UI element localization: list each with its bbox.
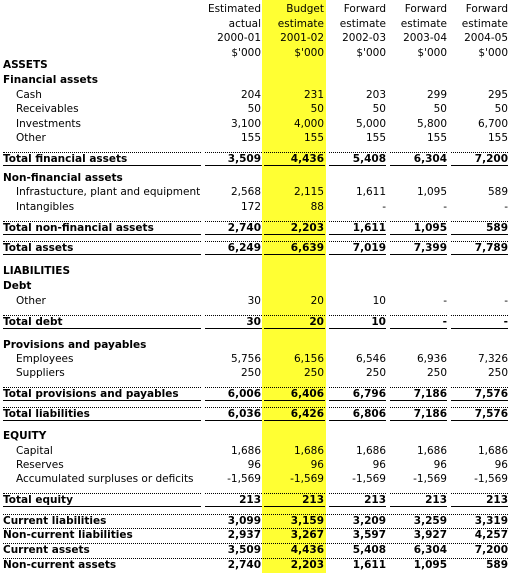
rule-line (205, 400, 262, 401)
value-cell: 50 (247, 103, 261, 115)
value-cell: 6,546 (355, 353, 386, 365)
rule-line (451, 328, 508, 329)
row-label: Non-current assets (3, 559, 117, 571)
row-label: Capital (16, 445, 53, 457)
row-label: Cash (16, 89, 42, 101)
header-line: actual (228, 17, 261, 30)
header-line: $'000 (356, 46, 386, 59)
rule-line (264, 506, 325, 507)
rule-line (390, 328, 447, 329)
table-row (0, 458, 510, 472)
section-heading (0, 279, 510, 293)
value-cell: 213 (425, 494, 447, 506)
value-cell: 1,611 (352, 559, 386, 571)
total-row (0, 558, 510, 572)
value-cell: 299 (426, 89, 447, 101)
table-row (0, 102, 510, 116)
value-cell: 1,686 (293, 445, 324, 457)
rule-line (205, 152, 262, 153)
rule-line (264, 387, 325, 388)
value-cell: 250 (426, 367, 447, 379)
value-cell: 50 (310, 103, 324, 115)
rule-line (329, 152, 386, 153)
value-cell: 1,686 (355, 445, 386, 457)
section-heading (0, 73, 510, 87)
rule-line (329, 407, 386, 408)
row-label: EQUITY (3, 430, 47, 442)
table-row (0, 366, 510, 380)
value-cell: 589 (487, 186, 508, 198)
rule-line (329, 506, 386, 507)
value-cell: 3,319 (474, 515, 508, 527)
rule-line (451, 493, 508, 494)
value-cell: 7,200 (474, 153, 508, 165)
column-header-forward-2003-04 (387, 2, 447, 60)
value-cell: 7,576 (474, 388, 508, 400)
rule-line (390, 315, 447, 316)
rule-line (264, 234, 325, 235)
total-row (0, 407, 510, 421)
value-cell: 4,000 (293, 118, 324, 130)
value-cell: 6,426 (290, 408, 324, 420)
value-cell: 3,159 (290, 515, 324, 527)
rule-line (264, 493, 325, 494)
rule-line (3, 152, 201, 153)
rule-line (451, 400, 508, 401)
rule-line (329, 387, 386, 388)
value-cell: - (503, 316, 508, 328)
total-row (0, 315, 510, 329)
rule-line (451, 221, 508, 222)
value-cell: - (504, 201, 508, 213)
row-label: Infrastucture, plant and equipment (16, 186, 201, 198)
value-cell: 1,686 (477, 445, 508, 457)
header-line: Budget (286, 3, 324, 15)
value-cell: 250 (365, 367, 386, 379)
header-line: 2001-02 (280, 32, 324, 44)
value-cell: 7,789 (474, 242, 508, 254)
value-cell: 88 (310, 201, 324, 213)
value-cell: 2,740 (227, 559, 261, 571)
total-row (0, 387, 510, 401)
value-cell: 3,099 (227, 515, 261, 527)
rule-line (390, 407, 447, 408)
row-label: Other (16, 132, 46, 144)
table-row (0, 185, 510, 199)
value-cell: 155 (365, 132, 386, 144)
value-cell: -1,569 (413, 473, 447, 485)
header-line: estimate (400, 17, 447, 30)
header-line: 2003-04 (403, 32, 447, 44)
value-cell: 6,304 (413, 153, 447, 165)
rule-line (205, 165, 262, 166)
rule-line (390, 420, 447, 421)
rule-line (264, 152, 325, 153)
row-label: Total financial assets (3, 153, 128, 165)
value-cell: 250 (240, 367, 261, 379)
rule-line (329, 400, 386, 401)
value-cell: 3,259 (413, 515, 447, 527)
rule-line (205, 241, 262, 242)
total-row (0, 493, 510, 507)
value-cell: 2,203 (290, 222, 324, 234)
rule-line (264, 328, 325, 329)
rule-line (451, 420, 508, 421)
rule-line (390, 387, 447, 388)
rule-line (264, 221, 325, 222)
rule-line (390, 400, 447, 401)
rule-line (3, 400, 201, 401)
rule-line (329, 165, 386, 166)
rule-line (3, 328, 201, 329)
column-header-estimated-actual (201, 2, 261, 60)
row-label: Total equity (3, 494, 73, 506)
value-cell: 155 (487, 132, 508, 144)
value-cell: 4,257 (474, 529, 508, 541)
row-label: Total provisions and payables (3, 388, 179, 400)
value-cell: 172 (240, 201, 261, 213)
row-label: Total liabilities (3, 408, 90, 420)
value-cell: 7,399 (413, 242, 447, 254)
table-row (0, 472, 510, 486)
rule-line (3, 387, 201, 388)
section-heading (0, 171, 510, 185)
rule-line (264, 241, 325, 242)
rule-line (329, 315, 386, 316)
rule-line (205, 315, 262, 316)
value-cell: 4,436 (290, 153, 324, 165)
value-cell: 6,700 (477, 118, 508, 130)
value-cell: 213 (486, 494, 508, 506)
total-row (0, 152, 510, 166)
row-label: Debt (3, 280, 32, 292)
rule-line (264, 315, 325, 316)
row-label: ASSETS (3, 59, 48, 71)
column-header-forward-2002-03 (326, 2, 386, 60)
rule-line (329, 241, 386, 242)
rule-line (264, 407, 325, 408)
rule-line (3, 506, 201, 507)
table-row (0, 131, 510, 145)
value-cell: 5,408 (352, 153, 386, 165)
header-line: Forward (465, 3, 508, 15)
value-cell: 5,756 (230, 353, 261, 365)
rule-line (3, 165, 201, 166)
header-line: Forward (404, 3, 447, 15)
value-cell: 155 (303, 132, 324, 144)
row-label: Other (16, 295, 46, 307)
value-cell: 213 (302, 494, 324, 506)
value-cell: -1,569 (290, 473, 324, 485)
row-label: Accumulated surpluses or deficits (16, 473, 194, 485)
rule-line (451, 241, 508, 242)
rule-line (329, 493, 386, 494)
rule-line (390, 493, 447, 494)
rule-line (390, 152, 447, 153)
value-cell: 2,937 (227, 529, 261, 541)
rule-line (3, 241, 201, 242)
value-cell: 203 (365, 89, 386, 101)
value-cell: 6,036 (227, 408, 261, 420)
value-cell: 155 (426, 132, 447, 144)
value-cell: 3,597 (352, 529, 386, 541)
header-line: estimate (277, 17, 324, 30)
rule-line (451, 152, 508, 153)
row-label: Non-current liabilities (3, 529, 133, 541)
value-cell: 6,304 (413, 544, 447, 556)
value-cell: 5,800 (416, 118, 447, 130)
header-line: $'000 (478, 46, 508, 59)
value-cell: 589 (486, 222, 508, 234)
rule-line (264, 165, 325, 166)
row-label: Investments (16, 118, 81, 130)
value-cell: 2,115 (293, 186, 324, 198)
value-cell: 213 (239, 494, 261, 506)
value-cell: 10 (371, 316, 386, 328)
total-row (0, 221, 510, 235)
header-line: estimate (339, 17, 386, 30)
value-cell: 3,509 (227, 544, 261, 556)
value-cell: 6,156 (293, 353, 324, 365)
header-line: Forward (343, 3, 386, 15)
value-cell: 20 (309, 316, 324, 328)
total-row (0, 528, 510, 542)
row-label: Current liabilities (3, 515, 107, 527)
value-cell: - (382, 201, 386, 213)
value-cell: 50 (433, 103, 447, 115)
rule-line (3, 493, 201, 494)
total-row (0, 241, 510, 255)
value-cell: 6,806 (352, 408, 386, 420)
value-cell: 5,408 (352, 544, 386, 556)
value-cell: 250 (487, 367, 508, 379)
value-cell: 3,509 (227, 153, 261, 165)
section-heading (0, 264, 510, 278)
header-line: 2002-03 (342, 32, 386, 44)
rule-line (329, 221, 386, 222)
rule-line (264, 254, 325, 255)
value-cell: -1,569 (227, 473, 261, 485)
value-cell: 7,186 (413, 408, 447, 420)
value-cell: - (443, 201, 447, 213)
row-label: Financial assets (3, 74, 98, 86)
column-header-budget-estimate (264, 2, 324, 60)
row-label: Total assets (3, 242, 74, 254)
value-cell: -1,569 (352, 473, 386, 485)
rule-line (390, 165, 447, 166)
value-cell: 7,200 (474, 544, 508, 556)
value-cell: 4,436 (290, 544, 324, 556)
column-header-forward-2004-05 (448, 2, 508, 60)
rule-line (329, 328, 386, 329)
value-cell: 2,203 (290, 559, 324, 571)
header-line: 2000-01 (217, 32, 261, 44)
rule-line (329, 234, 386, 235)
value-cell: 6,249 (227, 242, 261, 254)
rule-line (3, 514, 508, 515)
value-cell: -1,569 (474, 473, 508, 485)
value-cell: 30 (246, 316, 261, 328)
header-line: 2004-05 (464, 32, 508, 44)
rule-line (3, 528, 508, 529)
value-cell: 7,326 (477, 353, 508, 365)
row-label: Total debt (3, 316, 63, 328)
value-cell: 6,406 (290, 388, 324, 400)
section-heading (0, 338, 510, 352)
row-label: Receivables (16, 103, 79, 115)
rule-line (205, 506, 262, 507)
row-label: Non-financial assets (3, 172, 123, 184)
value-cell: 3,209 (352, 515, 386, 527)
row-label: Intangibles (16, 201, 75, 213)
rule-line (205, 407, 262, 408)
value-cell: 295 (487, 89, 508, 101)
rule-line (329, 254, 386, 255)
value-cell: 6,796 (352, 388, 386, 400)
value-cell: 7,019 (352, 242, 386, 254)
rule-line (205, 387, 262, 388)
total-row (0, 543, 510, 557)
rule-line (205, 493, 262, 494)
row-label: Current assets (3, 544, 90, 556)
rule-line (3, 234, 201, 235)
rule-line (451, 407, 508, 408)
rule-line (3, 315, 201, 316)
rule-line (451, 234, 508, 235)
value-cell: 5,000 (355, 118, 386, 130)
rule-line (3, 407, 201, 408)
value-cell: 3,100 (230, 118, 261, 130)
section-heading (0, 58, 510, 72)
rule-line (451, 315, 508, 316)
row-label: Suppliers (16, 367, 65, 379)
rule-line (205, 234, 262, 235)
value-cell: 20 (310, 295, 324, 307)
table-row (0, 294, 510, 308)
value-cell: 2,740 (227, 222, 261, 234)
header-line: estimate (461, 17, 508, 30)
table-row (0, 444, 510, 458)
row-label: Provisions and payables (3, 339, 147, 351)
header-line: $'000 (294, 46, 324, 59)
rule-line (390, 506, 447, 507)
value-cell: 3,927 (413, 529, 447, 541)
rule-line (390, 254, 447, 255)
value-cell: 231 (303, 89, 324, 101)
value-cell: 1,095 (416, 186, 447, 198)
value-cell: 589 (486, 559, 508, 571)
rule-line (390, 221, 447, 222)
value-cell: 3,267 (290, 529, 324, 541)
row-label: LIABILITIES (3, 265, 71, 277)
value-cell: 1,686 (230, 445, 261, 457)
value-cell: 30 (247, 295, 261, 307)
value-cell: 50 (494, 103, 508, 115)
table-row (0, 200, 510, 214)
value-cell: 2,568 (230, 186, 261, 198)
value-cell: 96 (372, 459, 386, 471)
rule-line (264, 420, 325, 421)
rule-line (451, 506, 508, 507)
value-cell: 96 (433, 459, 447, 471)
rule-line (205, 221, 262, 222)
value-cell: - (504, 295, 508, 307)
rule-line (264, 400, 325, 401)
rule-line (3, 221, 201, 222)
rule-line (3, 558, 508, 559)
value-cell: 96 (310, 459, 324, 471)
value-cell: 1,611 (352, 222, 386, 234)
value-cell: 96 (494, 459, 508, 471)
rule-line (3, 254, 201, 255)
rule-line (3, 420, 201, 421)
row-label: Total non-financial assets (3, 222, 154, 234)
header-line: $'000 (417, 46, 447, 59)
rule-line (205, 254, 262, 255)
header-line: $'000 (231, 46, 261, 59)
value-cell: 1,611 (355, 186, 386, 198)
rule-line (451, 387, 508, 388)
table-row (0, 117, 510, 131)
row-label: Reserves (16, 459, 64, 471)
rule-line (451, 165, 508, 166)
rule-line (390, 234, 447, 235)
total-row (0, 514, 510, 528)
value-cell: 6,639 (290, 242, 324, 254)
rule-line (329, 420, 386, 421)
value-cell: 7,576 (474, 408, 508, 420)
value-cell: 50 (372, 103, 386, 115)
value-cell: 10 (372, 295, 386, 307)
row-label: Employees (16, 353, 74, 365)
rule-line (205, 420, 262, 421)
value-cell: 6,936 (416, 353, 447, 365)
rule-line (205, 328, 262, 329)
value-cell: 6,006 (227, 388, 261, 400)
value-cell: - (442, 316, 447, 328)
rule-line (3, 543, 508, 544)
table-row (0, 88, 510, 102)
value-cell: 96 (247, 459, 261, 471)
value-cell: 1,095 (413, 222, 447, 234)
value-cell: 213 (364, 494, 386, 506)
value-cell: 250 (303, 367, 324, 379)
value-cell: 204 (240, 89, 261, 101)
value-cell: - (443, 295, 447, 307)
rule-line (451, 254, 508, 255)
section-heading (0, 429, 510, 443)
value-cell: 155 (240, 132, 261, 144)
value-cell: 1,686 (416, 445, 447, 457)
value-cell: 7,186 (413, 388, 447, 400)
header-line: Estimated (207, 3, 261, 15)
value-cell: 1,095 (413, 559, 447, 571)
rule-line (390, 241, 447, 242)
table-row (0, 352, 510, 366)
